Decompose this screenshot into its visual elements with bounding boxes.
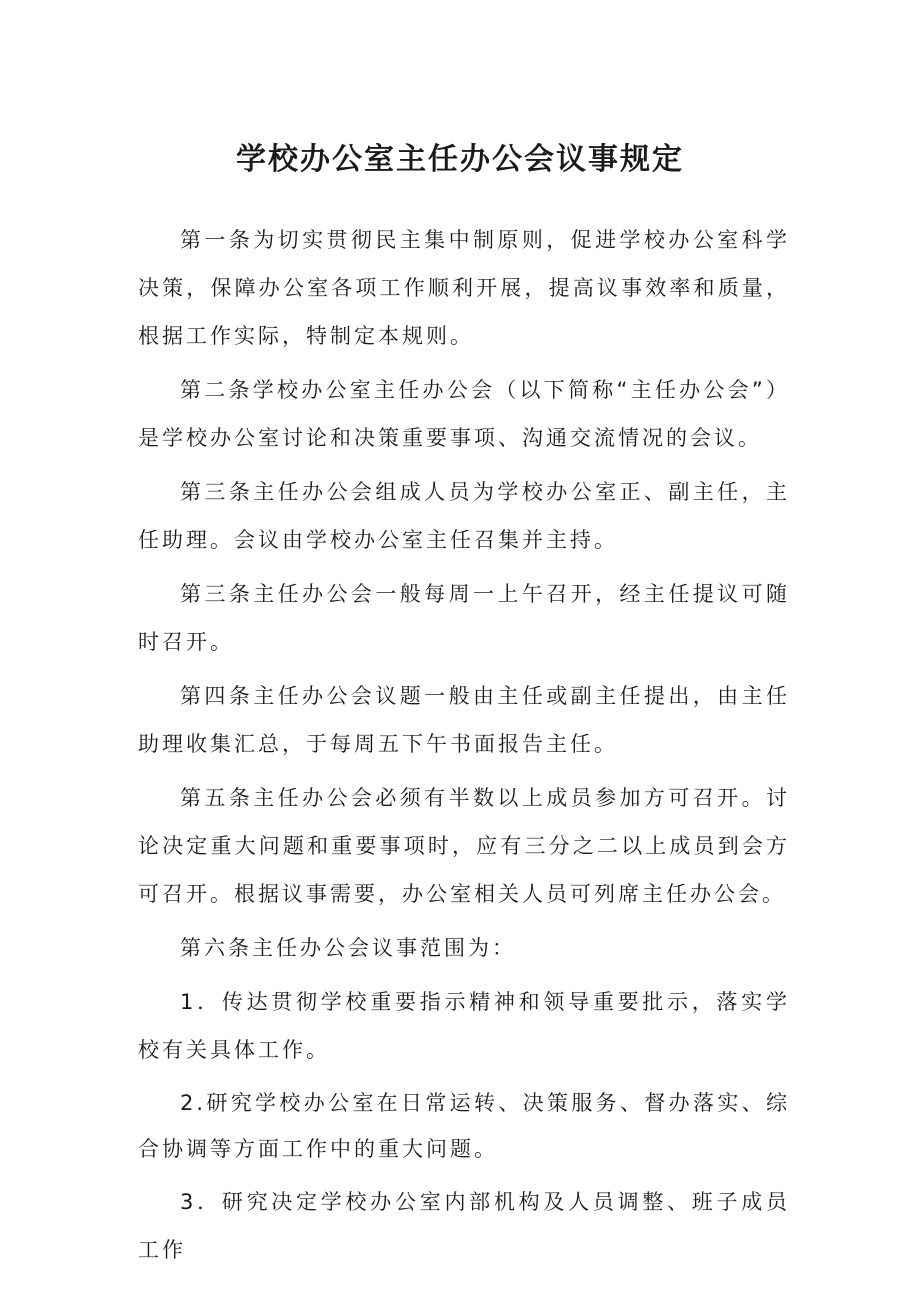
article-5: 第五条主任办公会必须有半数以上成员参加方可召开。讨论决定重大问题和重要事项时，应有三分之二以上成员到会方可召开。根据议事需要，办公室相关人员可列席主任办公会。 [138,786,790,906]
article-1: 第一条为切实贯彻民主集中制原则，促进学校办公室科学决策，保障办公室各项工作顺利开展，提高议事效率和质量，根据工作实际，特制定本规则。 [138,228,790,348]
article-3: 第三条主任办公会组成人员为学校办公室正、副主任，主任助理。会议由学校办公室主任召集并主持。 [138,480,790,552]
document-title: 学校办公室主任办公会议事规定 [236,142,684,177]
article-2: 第二条学校办公室主任办公会（以下简称“主任办公会”）是学校办公室讨论和决策重要事项、沟通交流情况的会议。 [138,378,790,450]
list-item-2: 2.研究学校办公室在日常运转、决策服务、督办落实、综合协调等方面工作中的重大问题。 [138,1091,790,1161]
article-4: 第四条主任办公会议题一般由主任或副主任提出，由主任助理收集汇总，于每周五下午书面报告主任。 [138,684,790,756]
list-item-3: 3．研究决定学校办公室内部机构及人员调整、班子成员工作 [138,1190,790,1262]
document-body [138,216,790,1280]
article-3b: 第三条主任办公会一般每周一上午召开，经主任提议可随时召开。 [138,582,790,654]
list-item-1: 1．传达贯彻学校重要指示精神和领导重要批示，落实学校有关具体工作。 [138,990,790,1062]
article-6: 第六条主任办公会议事范围为： [180,936,516,960]
